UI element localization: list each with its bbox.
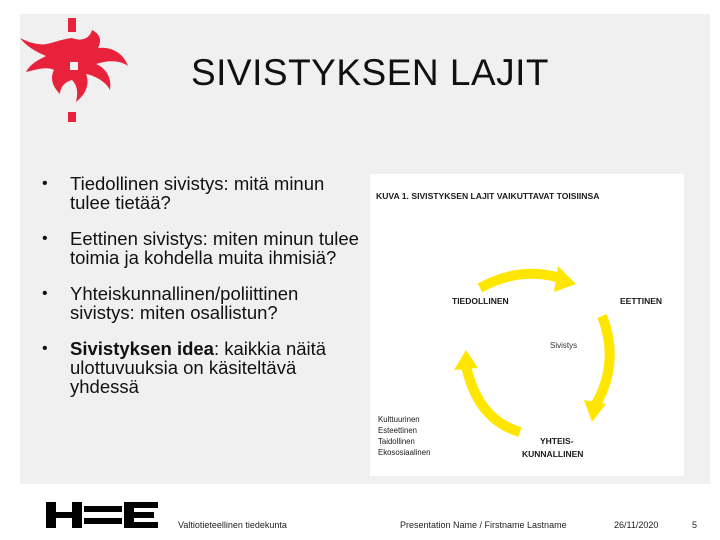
bullet-bold-text: Sivistyksen idea <box>70 338 214 359</box>
bullet-dot: • <box>42 230 48 247</box>
footer-date: 26/11/2020 <box>614 520 659 530</box>
footer-faculty: Valtiotieteellinen tiedekunta <box>178 520 287 530</box>
label-sivistys: Sivistys <box>550 341 578 350</box>
cycle-figure <box>370 174 684 476</box>
footer-page-number: 5 <box>692 520 698 530</box>
sublist-item: Kulttuurinen <box>378 415 420 424</box>
hy-logo <box>46 502 162 528</box>
label-yhteis: YHTEIS- <box>540 436 574 446</box>
bullet-text: Tiedollinen sivistys: mitä minun tulee tietää? <box>70 173 325 213</box>
bullet-text: Eettinen sivistys: miten minun tulee toimia ja kohdella muita ihmisiä? <box>70 228 359 268</box>
bullet-list <box>42 174 362 413</box>
figure-title: KUVA 1. SIVISTYKSEN LAJIT VAIKUTTAVAT TOISIINSA <box>376 191 600 201</box>
bullet-text: : kaikkia näitä ulottuvuuksia on käsiteltävä yhdessä <box>70 338 327 397</box>
label-tiedollinen: TIEDOLLINEN <box>452 296 509 306</box>
bullet-item <box>42 174 362 212</box>
footer-presentation: Presentation Name / Firstname Lastname <box>400 520 567 530</box>
bullet-item <box>42 284 362 322</box>
label-eettinen: EETTINEN <box>620 296 663 306</box>
sublist-item: Ekososiaalinen <box>378 448 431 457</box>
sublist-item: Esteettinen <box>378 426 418 435</box>
label-kunnallinen: KUNNALLINEN <box>522 449 584 459</box>
bullet-item <box>42 229 362 267</box>
slide-title: SIVISTYKSEN LAJIT <box>190 52 550 93</box>
bullet-dot: • <box>42 285 48 302</box>
bullet-dot: • <box>42 175 48 192</box>
sublist-item: Taidollinen <box>378 437 415 446</box>
bullet-text: Yhteiskunnallinen/poliittinen sivistys: miten osallistun? <box>70 283 299 323</box>
bullet-item <box>42 339 362 396</box>
bullet-dot: • <box>42 340 48 357</box>
